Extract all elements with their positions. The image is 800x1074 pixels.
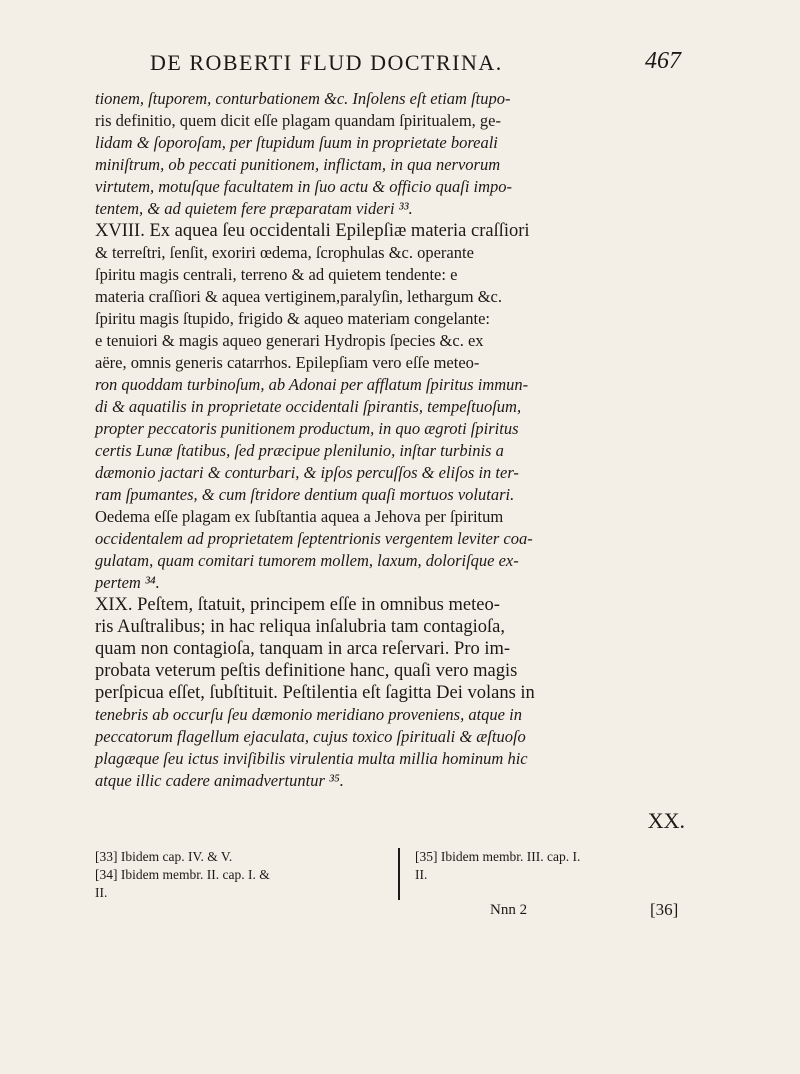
text-line: & terreſtri, ſenſit, exoriri œdema, ſcrophulas &c. operante (95, 243, 474, 262)
text-line: peccatorum flagellum ejaculata, cujus toxico ſpirituali & æſtuoſo (95, 727, 526, 746)
text-line: probata veterum peſtis definitione hanc, quaſi vero magis (95, 661, 518, 681)
footnote-divider (398, 848, 400, 900)
text-line: lidam & ſoporoſam, per ſtupidum ſuum in proprietate boreali (95, 133, 498, 152)
text-line: propter peccatoris punitionem productum, in quo ægroti ſpiritus (95, 419, 519, 438)
text-line: gulatam, quam comitari tumorem mollem, laxum, doloriſque ex- (95, 551, 519, 570)
text-line: materia craſſiori & aquea vertiginem,paralyſin, lethargum &c. (95, 287, 502, 306)
text-line: XVIII. Ex aquea ſeu occidentali Epilepſiæ materia craſſiori (95, 221, 530, 241)
text-line: aëre, omnis generis catarrhos. Epilepſiam vero eſſe meteo- (95, 353, 480, 372)
page-header (120, 50, 720, 84)
footnote-line: II. (415, 867, 428, 882)
text-line: ron quoddam turbinoſum, ab Adonai per afflatum ſpiritus immun- (95, 375, 529, 394)
footnotes-left (95, 848, 395, 902)
text-line: tionem, ſtuporem, conturbationem &c. Inſolens eſt etiam ſtupo- (95, 89, 511, 108)
text-line: certis Lunæ ſtatibus, ſed præcipue plenilunio, inſtar turbinis a (95, 441, 504, 460)
footnote-line: [35] Ibidem membr. III. cap. I. (415, 849, 581, 864)
running-title: DE ROBERTI FLUD DOCTRINA. (150, 50, 503, 75)
text-line: ris Auſtralibus; in hac reliqua inſalubria tam contagioſa, (95, 617, 505, 637)
text-line: ris definitio, quem dicit eſſe plagam quandam ſpiritualem, ge- (95, 111, 501, 130)
catchword: XX. (647, 808, 685, 833)
text-line: quam non contagioſa, tanquam in arca reſervari. Pro im- (95, 639, 511, 659)
footnote-line: II. (95, 885, 108, 900)
text-line: occidentalem ad proprietatem ſeptentrionis vergentem leviter coa- (95, 529, 533, 548)
bracket-number: [36] (650, 900, 679, 919)
footnote-line: [34] Ibidem membr. II. cap. I. & (95, 867, 270, 882)
text-line: XIX. Peſtem, ſtatuit, principem eſſe in omnibus meteo- (95, 595, 500, 615)
text-line: ſpiritu magis ſtupido, frigido & aqueo materiam congelante: (95, 309, 490, 328)
signature-mark: Nnn 2 (490, 902, 528, 918)
footnotes (95, 848, 695, 898)
text-line: virtutem, motuſque facultatem in ſuo actu & officio quaſi impo- (95, 177, 513, 196)
text-line: ſpiritu magis centrali, terreno & ad quietem tendente: e (95, 265, 458, 284)
text-line: tentem, & ad quietem fere præparatam videri ³³. (95, 199, 413, 218)
text-line: pertem ³⁴. (95, 573, 160, 592)
text-line: plagæque ſeu ictus inviſibilis virulentia multa millia hominum hic (95, 749, 528, 768)
text-line: di & aquatilis in proprietate occidentali ſpirantis, tempeſtuoſum, (95, 397, 522, 416)
text-line: perſpicua eſſet, ſubſtituit. Peſtilentia eſt ſagitta Dei volans in (95, 683, 535, 703)
text-line: dæmonio jactari & conturbari, & ipſos percuſſos & eliſos in ter- (95, 463, 519, 482)
text-line: miniſtrum, ob peccati punitionem, inflictam, in qua nervorum (95, 155, 501, 174)
body-text (95, 88, 685, 792)
text-line: e tenuiori & magis aqueo generari Hydropis ſpecies &c. ex (95, 331, 484, 350)
footnotes-right (415, 848, 695, 884)
footnote-line: [33] Ibidem cap. IV. & V. (95, 849, 233, 864)
text-line: ram ſpumantes, & cum ſtridore dentium quaſi mortuos volutari. (95, 485, 515, 504)
page-number: 467 (645, 48, 681, 74)
text-line: atque illic cadere animadvertuntur ³⁵. (95, 771, 344, 790)
text-line: Oedema eſſe plagam ex ſubſtantia aquea a Jehova per ſpiritum (95, 507, 504, 526)
text-line: tenebris ab occurſu ſeu dæmonio meridiano proveniens, atque in (95, 705, 522, 724)
